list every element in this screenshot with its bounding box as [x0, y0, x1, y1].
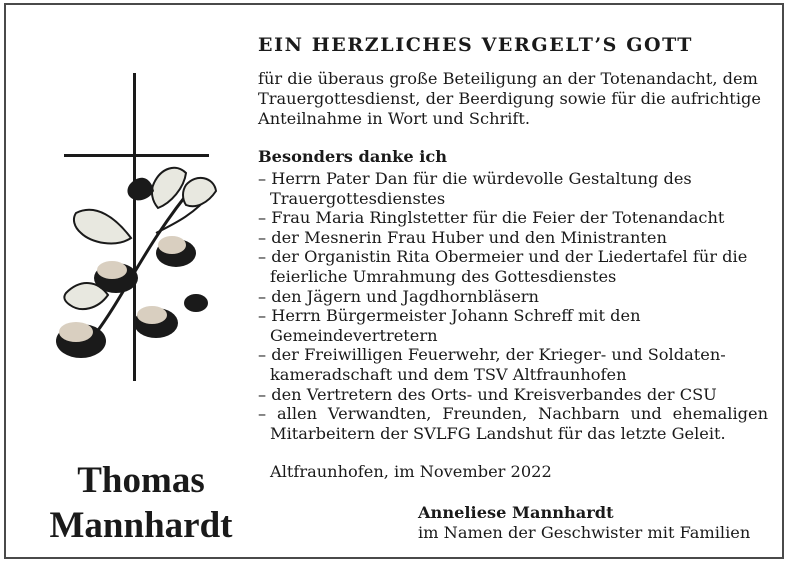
list-item: – Herrn Pater Dan für die würdevolle Gestaltung des Trauergottesdienstes — [258, 169, 692, 208]
cross-with-oak-leaves-and-acorns-icon — [36, 73, 236, 393]
list-item: – allen Verwandten, Freunden, Nachbarn und ehemaligen Mitarbeitern der SVLFG Landshut für das letzte Geleit. — [258, 404, 768, 443]
list-item: – der Freiwilligen Feuerwehr, der Krieger- und Soldaten- kameradschaft und dem TSV Altfraunhofen — [258, 345, 726, 384]
deceased-first-name: Thomas — [77, 460, 205, 501]
obituary-notice — [4, 3, 784, 559]
list-item: – der Organistin Rita Obermeier und der Liedertafel für die feierliche Umrahmung des Gottesdienstes — [258, 247, 748, 286]
deceased-name — [16, 458, 266, 548]
intro-text: für die überaus große Beteiligung an der Totenandacht, dem Trauergottesdienst, der Beerdigung sowie für die aufrichtige Anteilnahme in Wort und Schrift. — [258, 69, 761, 128]
signer-name: Anneliese Mannhardt — [418, 503, 614, 522]
left-column — [6, 5, 256, 557]
right-column — [258, 5, 778, 557]
list-item: – der Mesnerin Frau Huber und den Ministranten — [258, 227, 667, 247]
place-and-date: Altfraunhofen, im November 2022 — [270, 462, 552, 481]
thanks-list — [258, 169, 768, 443]
list-item: – den Jägern und Jagdhornbläsern — [258, 286, 539, 306]
signer-note: im Namen der Geschwister mit Familien — [418, 523, 751, 542]
signature-block — [418, 503, 750, 543]
headline: EIN HERZLICHES VERGELT’S GOTT — [258, 34, 693, 56]
list-item: – Herrn Bürgermeister Johann Schreff mit den Gemeindevertretern — [258, 306, 641, 345]
thanks-subhead: Besonders danke ich — [258, 147, 448, 166]
list-item: – Frau Maria Ringlstetter für die Feier der Totenandacht — [258, 208, 725, 228]
list-item: – den Vertretern des Orts- und Kreisverbandes der CSU — [258, 384, 717, 404]
deceased-last-name: Mannhardt — [49, 505, 233, 546]
